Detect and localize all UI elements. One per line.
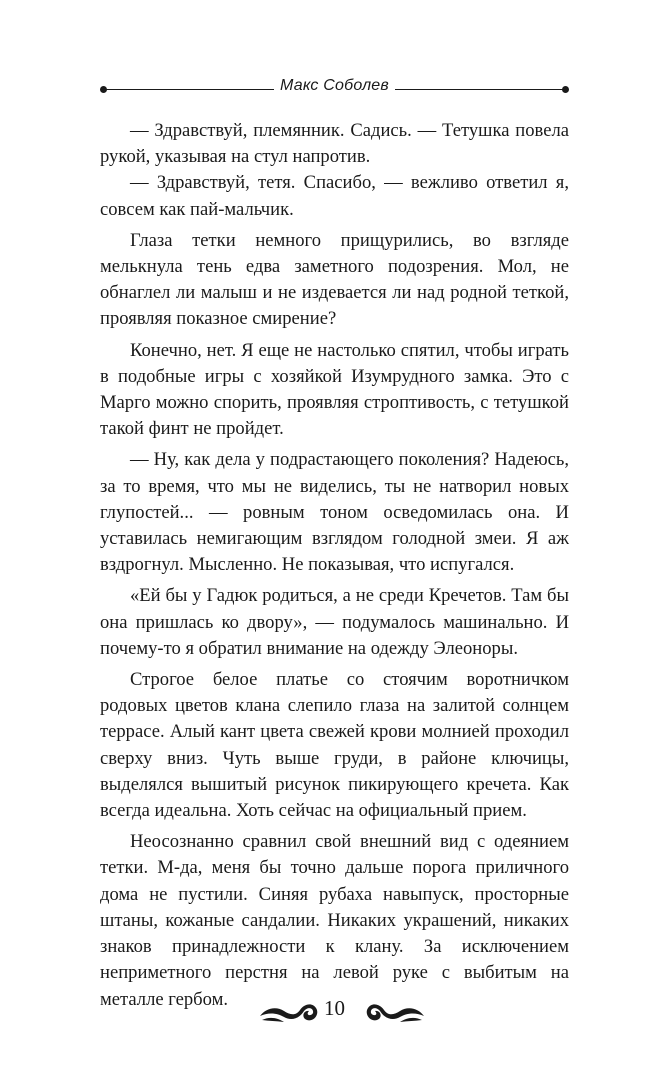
paragraph: Конечно, нет. Я еще не настолько спятил, чтобы играть в подобные игры с хозяйкой Изумрудного замка. Это с Марго можно спорить, проявляя строптивость, с тетушкой такой финт не пройдет.: [100, 339, 569, 440]
page-number: 10: [324, 996, 345, 1020]
folio: [0, 992, 669, 1032]
paragraph: Глаза тетки немного прищурились, во взгляде мелькнула тень едва заметного подозрения. Мол, не обнаглел ли малыш и не издевается ли над родной теткой, проявляя показное смирение?: [100, 229, 569, 330]
header-rule-right: [395, 89, 563, 90]
paragraph: Строгое белое платье со стоячим воротничком родовых цветов клана слепило глаза на залитой солнцем террасе. Алый кант цвета свежей крови молнией проходил сверху вниз. Чуть выше груди, в районе ключицы, выделялся вышитый рисунок пикирующего кречета. Как всегда идеальна. Хоть сейчас на официальный прием.: [100, 669, 569, 822]
paragraph: — Ну, как дела у подрастающего поколения? Надеюсь, за то время, что мы не виделись, ты не натворил новых глупостей... — ровным тоном осведомилась она. И уставилась немигающим взглядом голодной змеи. Я аж вздрогнул. Мысленно. Не показывая, что испугался.: [100, 449, 569, 576]
running-head: [100, 74, 569, 102]
rule-end-dot-icon: [562, 86, 569, 93]
paragraph: — Здравствуй, племянник. Садись. — Тетушка повела рукой, указывая на стул напротив.: [100, 120, 569, 168]
paragraph: «Ей бы у Гадюк родиться, а не среди Кречетов. Там бы она пришлась ко двору», — подумалось машинально. И почему-то я обратил внимание на одежду Элеоноры.: [100, 585, 569, 659]
swirl-ornament-icon: [364, 994, 426, 1026]
paragraph: Неосознанно сравнил свой внешний вид с одеянием тетки. М-да, меня бы точно дальше порога приличного дома не пустили. Синяя рубаха навыпуск, просторные штаны, кожаные сандалии. Никаких украшений, никаких знаков принадлежности к клану. За исключением неприметного перстня на левой руке с выбитым на металле гербом.: [100, 831, 569, 1010]
paragraph: — Здравствуй, тетя. Спасибо, — вежливо ответил я, совсем как пай-мальчик.: [100, 172, 569, 220]
body-text: [100, 118, 569, 1013]
running-head-author: Макс Соболев: [280, 77, 389, 94]
